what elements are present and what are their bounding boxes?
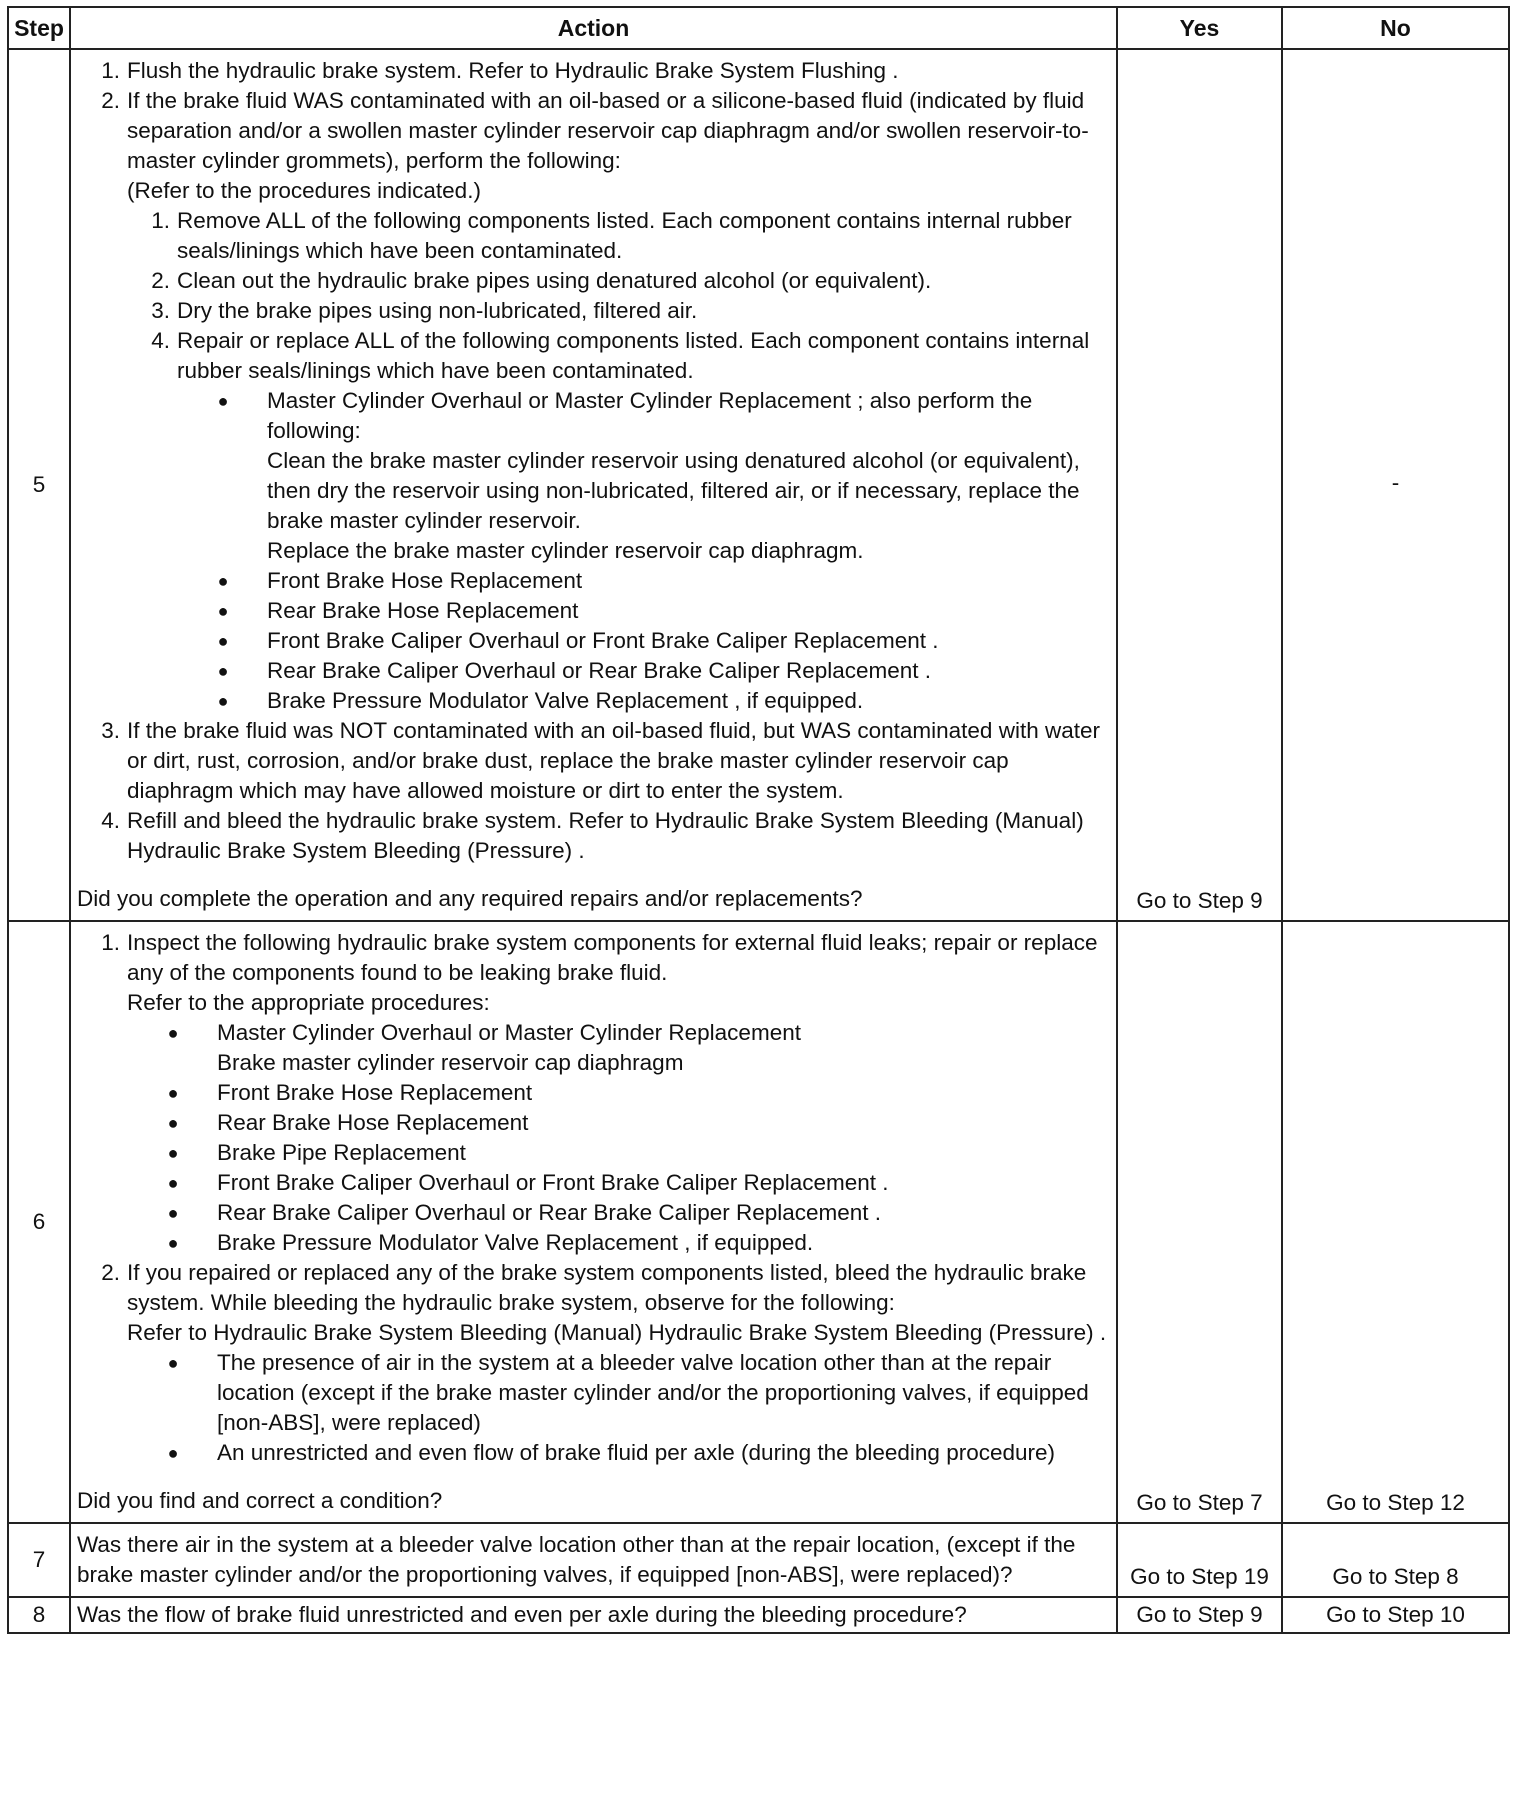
table-row (8, 921, 1509, 1523)
bullet-item: ● The presence of air in the system at a bleeder valve location other than at the repair location (except if the brake master cylinder and/or the proportioning valves, if equipped [non-ABS], were replaced) (77, 1348, 1108, 1438)
list-item: 4. Refill and bleed the hydraulic brake system. Refer to Hydraulic Brake System Bleeding (Manual) Hydraulic Brake System Bleeding (Pressure) . (101, 808, 1084, 863)
action-cell (70, 921, 1117, 1523)
bullet-item: ● Rear Brake Hose Replacement (77, 1108, 1108, 1138)
bullet-item: ● Brake Pipe Replacement (77, 1138, 1108, 1168)
bullet-item: ● Brake Pressure Modulator Valve Replacement , if equipped. (77, 1228, 1108, 1258)
bullet-icon: ● (217, 661, 229, 681)
step-number: 8 (8, 1597, 70, 1633)
step-number: 6 (8, 921, 70, 1523)
diagnostic-table (7, 6, 1510, 1634)
no-cell: - (1282, 49, 1509, 921)
note-text: Refer to the appropriate procedures: (127, 990, 490, 1015)
note-text: Replace the brake master cylinder reservoir cap diaphragm. (267, 538, 864, 563)
step-number: 5 (8, 49, 70, 921)
list-item: 4. Repair or replace ALL of the following components listed. Each component contains internal rubber seals/linings which have been contaminated. (151, 328, 1090, 383)
bullet-icon: ● (217, 631, 229, 651)
list-item: 3. Dry the brake pipes using non-lubricated, filtered air. (151, 298, 698, 323)
bullet-icon: ● (167, 1023, 179, 1043)
bullet-icon: ● (167, 1083, 179, 1103)
bullet-icon: ● (217, 391, 229, 411)
header-step: Step (8, 7, 70, 49)
bullet-item: ● Front Brake Hose Replacement (77, 566, 1108, 596)
list-item: 1. Flush the hydraulic brake system. Refer to Hydraulic Brake System Flushing . (101, 58, 899, 83)
yes-cell: Go to Step 9 (1117, 49, 1282, 921)
bullet-icon: ● (167, 1203, 179, 1223)
bullet-item: ● Front Brake Caliper Overhaul or Front Brake Caliper Replacement . (77, 626, 1108, 656)
note-text: (Refer to the procedures indicated.) (127, 178, 481, 203)
bullet-item: ● Master Cylinder Overhaul or Master Cylinder Replacement ; also perform the following: (77, 386, 1108, 446)
bullet-icon: ● (167, 1113, 179, 1133)
bullet-icon: ● (167, 1143, 179, 1163)
header-yes: Yes (1117, 7, 1282, 49)
question-text: Did you find and correct a condition? (77, 1488, 443, 1513)
bullet-item: ● Front Brake Caliper Overhaul or Front Brake Caliper Replacement . (77, 1168, 1108, 1198)
header-row (8, 7, 1509, 49)
bullet-item: ● Front Brake Hose Replacement (77, 1078, 1108, 1108)
bullet-icon: ● (167, 1233, 179, 1253)
header-action: Action (70, 7, 1117, 49)
question-text: Was the flow of brake fluid unrestricted and even per axle during the bleeding procedure? (70, 1597, 1117, 1633)
note-text: Refer to Hydraulic Brake System Bleeding (Manual) Hydraulic Brake System Bleeding (Pressure) . (127, 1320, 1107, 1345)
bullet-item: ● Rear Brake Hose Replacement (77, 596, 1108, 626)
table-row (8, 1597, 1509, 1633)
list-item: 2. Clean out the hydraulic brake pipes using denatured alcohol (or equivalent). (151, 268, 932, 293)
no-cell: Go to Step 8 (1282, 1523, 1509, 1597)
step-number: 7 (8, 1523, 70, 1597)
table-row (8, 49, 1509, 921)
bullet-icon: ● (167, 1353, 179, 1373)
list-item: 2. If you repaired or replaced any of the brake system components listed, bleed the hydraulic brake system. While bleeding the hydraulic brake system, observe for the following: (101, 1260, 1087, 1315)
question-text: Did you complete the operation and any required repairs and/or replacements? (77, 886, 863, 911)
list-item: 3. If the brake fluid was NOT contaminated with an oil-based fluid, but WAS contaminated with water or dirt, rust, corrosion, and/or brake dust, replace the brake master cylinder reservoir cap diaphragm which may have allowed moisture or dirt to enter the system. (101, 718, 1100, 803)
yes-cell: Go to Step 9 (1117, 1597, 1282, 1633)
bullet-item: ● Master Cylinder Overhaul or Master Cylinder Replacement (77, 1018, 1108, 1048)
header-no: No (1282, 7, 1509, 49)
list-item: 1. Inspect the following hydraulic brake system components for external fluid leaks; repair or replace any of the components found to be leaking brake fluid. (101, 930, 1098, 985)
bullet-item: ● Brake Pressure Modulator Valve Replacement , if equipped. (77, 686, 1108, 716)
note-text: Brake master cylinder reservoir cap diaphragm (217, 1050, 684, 1075)
action-cell (70, 49, 1117, 921)
bullet-item: ● Rear Brake Caliper Overhaul or Rear Brake Caliper Replacement . (77, 1198, 1108, 1228)
list-item: 1. Remove ALL of the following components listed. Each component contains internal rubber seals/linings which have been contaminated. (151, 208, 1072, 263)
bullet-item: ● An unrestricted and even flow of brake fluid per axle (during the bleeding procedure) (77, 1438, 1108, 1468)
bullet-item: ● Rear Brake Caliper Overhaul or Rear Brake Caliper Replacement . (77, 656, 1108, 686)
no-cell: Go to Step 12 (1282, 921, 1509, 1523)
yes-cell: Go to Step 7 (1117, 921, 1282, 1523)
table-row (8, 1523, 1509, 1597)
no-cell: Go to Step 10 (1282, 1597, 1509, 1633)
bullet-icon: ● (167, 1443, 179, 1463)
bullet-icon: ● (217, 571, 229, 591)
bullet-icon: ● (217, 691, 229, 711)
note-text: Clean the brake master cylinder reservoir using denatured alcohol (or equivalent), then dry the reservoir using non-lubricated, filtered air, or if necessary, replace the brake master cylinder reservoir. (267, 448, 1080, 533)
bullet-icon: ● (217, 601, 229, 621)
list-item: 2. If the brake fluid WAS contaminated with an oil-based or a silicone-based fluid (indicated by fluid separation and/or a swollen master cylinder reservoir cap diaphragm and/or swollen reservoir-to-master cylinder grommets), perform the following: (101, 88, 1089, 173)
yes-cell: Go to Step 19 (1117, 1523, 1282, 1597)
question-text: Was there air in the system at a bleeder valve location other than at the repair location, (except if the brake master cylinder and/or the proportioning valves, if equipped [non-ABS], were replaced)? (70, 1523, 1117, 1597)
bullet-icon: ● (167, 1173, 179, 1193)
